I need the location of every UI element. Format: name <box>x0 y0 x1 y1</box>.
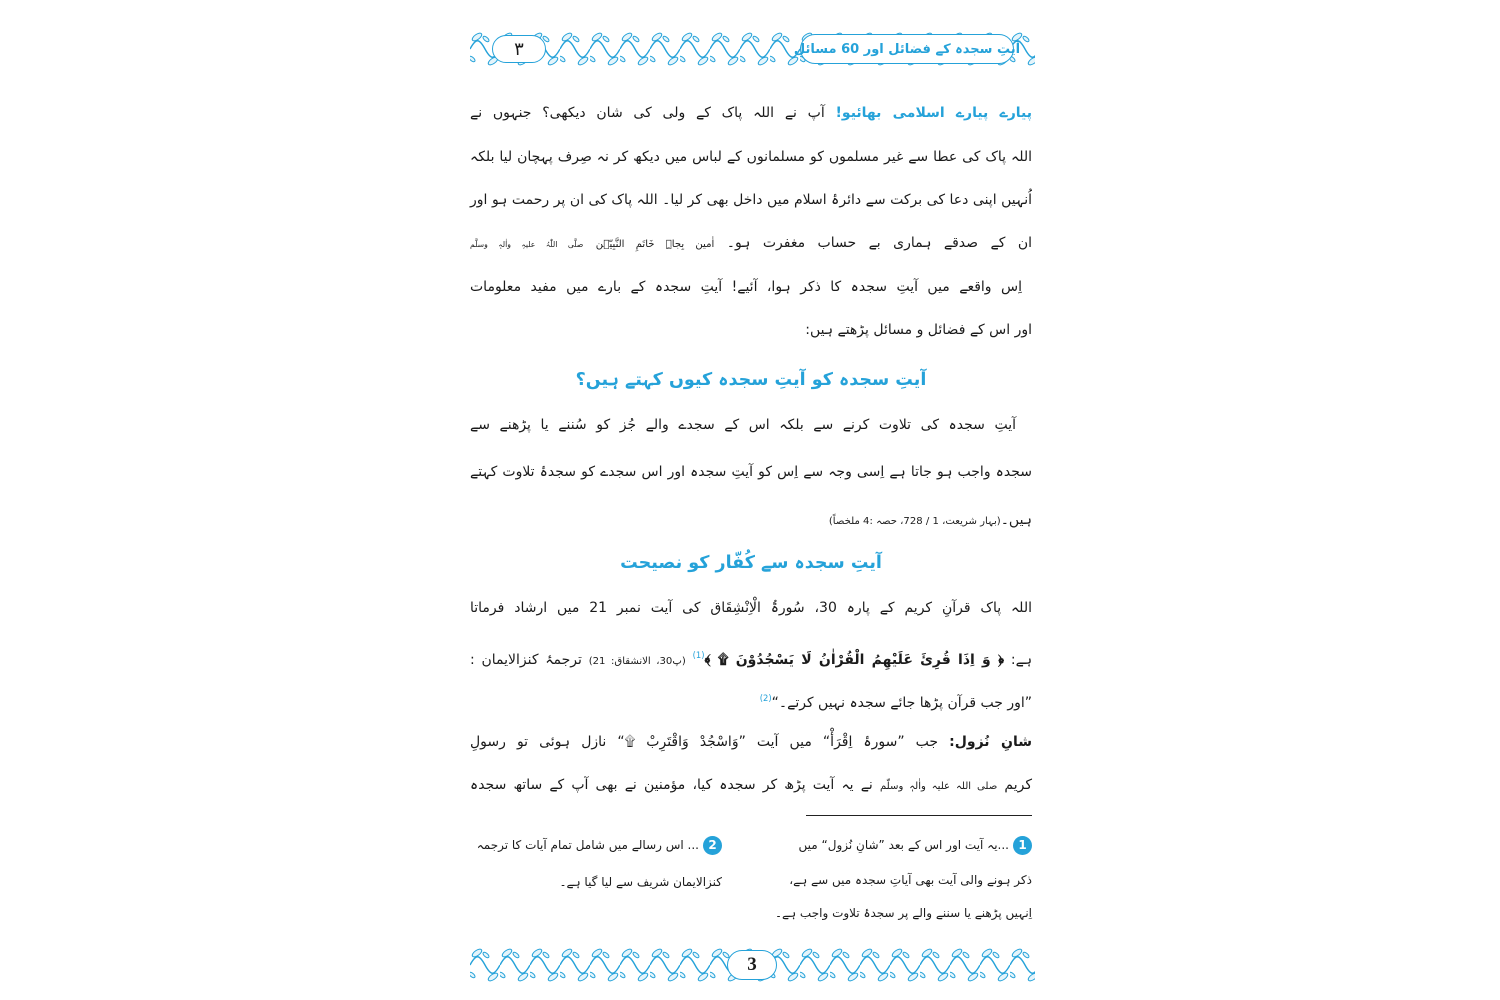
section-1-line-2-text: سجدہ واجب ہو جاتا ہے اِسی وجہ سے اِس کو آیتِ سجدہ اور اس سجدے کو سجدۂ تلاوت کہتے <box>470 464 1032 480</box>
footnote-1-marker: 1 <box>1013 836 1032 855</box>
footnote-1-line-3 <box>770 898 1032 928</box>
context-line-2-end: نے یہ آیت پڑھ کر سجدہ کیا، مؤمنین نے بھی آپ کے ساتھ سجدہ <box>470 777 873 793</box>
context-line-2-start: کریم <box>1004 777 1033 793</box>
footnote-1-line-1 <box>770 830 1032 860</box>
footnote-2 <box>472 0 722 940</box>
context-line-1-text: جب ”سورۂ اِقْرَأْ“ میں آیت ”وَاسْجُدْ وَاقْتَرِبْ ۩“ نازل ہوئی تو رسولِ <box>470 734 939 750</box>
context-durood: صلی اللہ علیہ واٰلہٖ وسلّم <box>879 781 998 792</box>
verse-translation: ”اور جب قرآن پڑھا جائے سجدہ نہیں کرتے۔“ <box>771 694 1032 711</box>
durood-text: صلَّی اللّٰہُ علیہِ واٰلہٖ وسلَّم <box>470 240 584 249</box>
footnote-1-line-2-text: ذکر ہونے والی آیت بھی آیاتِ سجدہ میں سے ہے، <box>789 873 1032 887</box>
footnote-ref-1: (1) <box>692 650 705 660</box>
context-label: شانِ نُزول: <box>949 734 1033 750</box>
section-2-line-1-text: اللہ پاک قرآنِ کریم کے پارہ 30، سُورۃُ الْاِنْشِقَاق کی آیت نمبر 21 میں ارشاد فرماتا <box>470 600 1032 616</box>
footnote-1-line-1-text: ...یہ آیت اور اس کے بعد ”شانِ نُزول“ میں <box>798 838 1009 852</box>
body-line-2-text: اللہ پاک کی عطا سے غیر مسلموں کو مسلمانوں کے لباس میں دیکھ کر نہ صِرف پہچان لیا بلکہ <box>470 149 1032 165</box>
footnote-2-marker: 2 <box>703 836 722 855</box>
footnote-2-line-1 <box>472 830 722 860</box>
section-1-line-3-text: ہیں۔ <box>1000 512 1032 528</box>
section-1-reference: (بہار شریعت، 1 / 728، حصہ :4 ملخصاً) <box>828 516 1001 527</box>
verse-citation: (پ30، الانشقاق: 21) <box>588 655 686 667</box>
footer-page-number-badge <box>727 950 777 980</box>
footnote-2-line-2-text: کنزالایمان شریف سے لیا گیا ہے۔ <box>559 875 722 889</box>
header-page-number: ۳ <box>514 38 524 60</box>
footnote-1-line-3-text: اِنہیں پڑھنے یا سننے والے پر سجدۂ تلاوت واجب ہے۔ <box>775 906 1032 920</box>
footnote-ref-2: (2) <box>759 693 772 703</box>
footnote-2-line-2 <box>472 867 722 897</box>
dua-text: اٰمین بِجاہِ خَاتَمِ النَّبِیّٖن <box>595 239 715 250</box>
greeting: پیارے پیارے اسلامی بھائیو! <box>835 105 1032 121</box>
header-title: آیتِ سجدہ کے فضائل اور 60 مسائل <box>793 41 1021 57</box>
footnote-1 <box>770 0 1032 940</box>
verse-lead: ہے: <box>1010 651 1033 668</box>
translation-label: ترجمۂ کنزالایمان : <box>470 651 582 668</box>
body-line-4-text: ان کے صدقے ہماری بے حساب مغفرت ہو۔ <box>726 235 1033 251</box>
quran-verse: ﴿ وَ اِذَا قُرِئَ عَلَیْهِمُ الْقُرْاٰنُ لَا یَسْجُدُوْنَ ۩ ﴾ <box>704 651 1005 668</box>
body-line-6-text: اور اس کے فضائل و مسائل پڑھتے ہیں: <box>805 322 1032 338</box>
footnote-2-line-1-text: ... اس رسالے میں شامل تمام آیات کا ترجمہ <box>476 838 699 852</box>
footer-ornament-band <box>470 942 1035 988</box>
body-line-1-text: آپ نے اللہ پاک کے ولی کی شان دیکھی؟ جنہوں نے <box>470 105 825 121</box>
section-1-line-1-text: آیتِ سجدہ کی تلاوت کرنے سے بلکہ اس کے سجدے والے جُز کو سُننے یا پڑھنے سے <box>470 417 1016 433</box>
body-line-5-text: اِس واقعے میں آیتِ سجدہ کا ذکر ہوا، آئیے! آیتِ سجدہ کے بارے میں مفید معلومات <box>470 279 1022 295</box>
body-line-3-text: اُنہیں اپنی دعا کی برکت سے دائرۂ اسلام میں داخل بھی کر لیا۔ اللہ پاک کی ان پر رحمت ہو اور <box>470 192 1032 208</box>
footnote-1-line-2 <box>770 865 1032 895</box>
section-1-heading-text: آیتِ سجدہ کو آیتِ سجدہ کیوں کہتے ہیں؟ <box>575 370 927 390</box>
footer-page-number: 3 <box>747 954 757 975</box>
section-2-heading-text: آیتِ سجدہ سے کُفّار کو نصیحت <box>620 553 882 573</box>
